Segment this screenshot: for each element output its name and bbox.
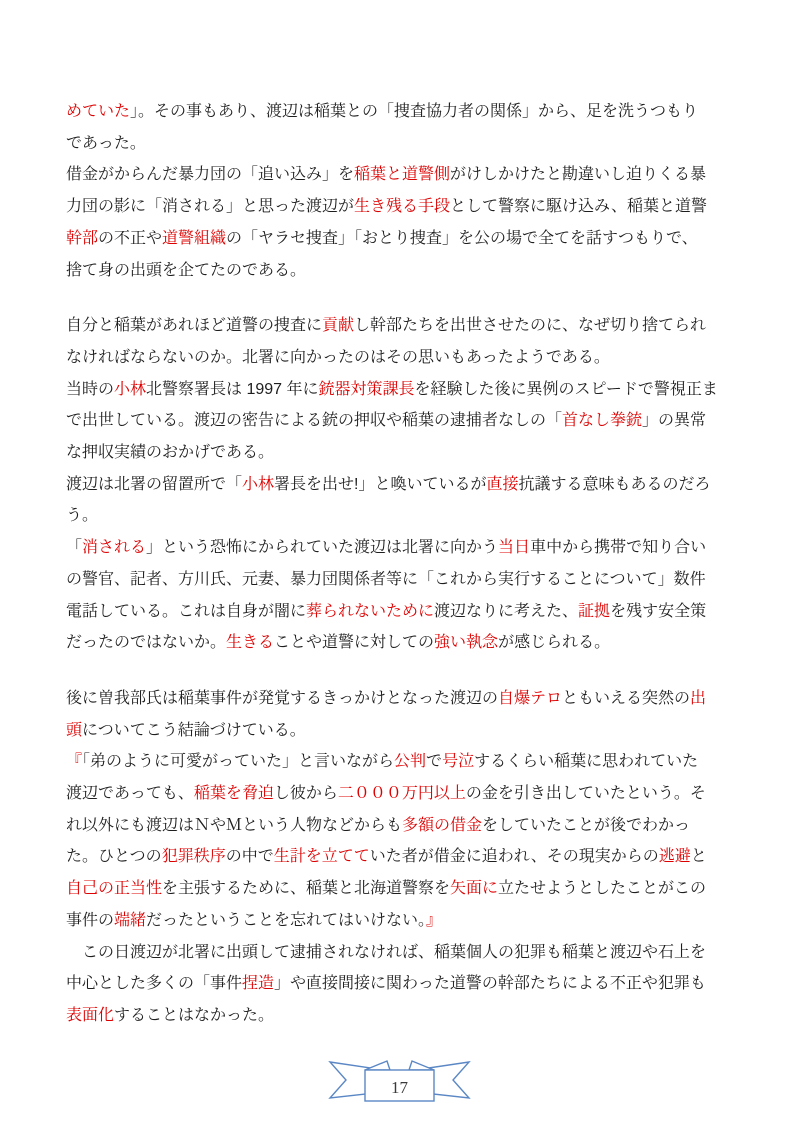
body-text-segment: 」や直接間接に関わった道警の幹部たちによる不正や犯罪も <box>274 975 706 993</box>
highlighted-text: 強い執念 <box>434 634 499 652</box>
body-text-segment: 後に曽我部氏は稲葉事件が発覚するきっかけとなった渡辺の <box>66 689 499 707</box>
body-text-segment: 北警察署長は 1997 年に <box>146 380 319 398</box>
highlighted-text: 稲葉と道警側 <box>354 166 451 184</box>
text-line <box>66 500 742 532</box>
body-text-segment: た。ひとつの <box>66 848 162 866</box>
text-line <box>66 905 742 937</box>
highlighted-text: 幹部 <box>66 229 99 247</box>
text-line <box>66 746 742 778</box>
highlighted-text: 』 <box>426 911 443 929</box>
text-line <box>66 191 742 223</box>
highlighted-text: 証拠 <box>578 602 611 620</box>
body-text-segment: についてこう結論づけている。 <box>82 721 306 739</box>
paragraph <box>66 469 742 532</box>
highlighted-text: 出 <box>690 689 707 707</box>
body-text-segment: し幹部たちを出世させたのに、なぜ切り捨てられ <box>354 317 707 335</box>
body-text-segment: 中心とした多くの「事件 <box>66 975 243 993</box>
text-line <box>66 405 742 437</box>
body-text-segment: この日渡辺が北署に出頭して逮捕されなければ、稲葉個人の犯罪も稲葉と渡辺や石上を <box>66 943 707 961</box>
body-text-segment: だったということを忘れてはいけない。 <box>146 911 427 929</box>
body-text-segment: だったのではないか。 <box>66 634 227 652</box>
paragraph <box>66 310 742 469</box>
text-line <box>66 128 742 160</box>
text-line <box>66 374 742 406</box>
highlighted-text: 葬られないために <box>306 602 435 620</box>
text-line <box>66 469 742 501</box>
highlighted-text: めていた <box>66 103 131 120</box>
body-text-segment: 立たせようとしたことがこの <box>498 880 707 898</box>
paragraph <box>66 532 742 659</box>
body-text-segment: がけしかけたと勘違いし迫りくる暴 <box>450 166 707 184</box>
text-line <box>66 1000 742 1032</box>
body-text-segment: 」の異常 <box>642 412 707 430</box>
highlighted-text: 多額の借金 <box>402 816 483 834</box>
text-line <box>66 715 742 747</box>
body-text-segment: 当時の <box>66 380 115 398</box>
paragraph <box>66 937 742 1032</box>
highlighted-text: 生き残る手段 <box>354 198 451 216</box>
ribbon-banner-icon <box>325 1052 475 1108</box>
highlighted-text: 頭 <box>66 721 83 739</box>
text-line <box>66 683 742 715</box>
highlighted-text: 『 <box>66 753 83 771</box>
text-line <box>66 255 742 287</box>
body-text-segment: をしていたことが後でわかっ <box>482 816 691 834</box>
text-line <box>66 96 742 128</box>
body-text-segment: 「 <box>66 539 83 557</box>
body-text-segment: な押収実績のおかげである。 <box>66 444 275 462</box>
text-line <box>66 596 742 628</box>
body-text-segment: 渡辺であっても、 <box>66 785 194 803</box>
body-text-segment: 渡辺なりに考えた、 <box>434 602 579 620</box>
highlighted-text: 矢面に <box>450 880 499 898</box>
body-text-segment: 捨て身の出頭を企てたのである。 <box>66 261 307 279</box>
text-line <box>66 310 742 342</box>
body-text-segment: ともいえる突然の <box>562 689 691 707</box>
ribbon-left-fold <box>365 1061 390 1070</box>
body-text-segment: で <box>426 753 443 771</box>
body-text-segment: ことや道警に対しての <box>274 634 435 652</box>
highlighted-text: 二０００万円以上 <box>337 785 466 803</box>
highlighted-text: 犯罪秩序 <box>161 848 226 866</box>
highlighted-text: 稲葉を脅迫 <box>193 785 274 803</box>
body-text <box>66 96 742 1032</box>
highlighted-text: 生きる <box>226 634 275 652</box>
ribbon-right-fold <box>409 1061 434 1070</box>
text-line <box>66 223 742 255</box>
body-text-segment: を残す安全策 <box>610 602 707 620</box>
body-text-segment: を主張するために、稲葉と北海道警察を <box>162 880 451 898</box>
body-text-segment: 自分と稲葉があれほど道警の捜査に <box>66 317 323 335</box>
body-text-segment: で出世している。渡辺の密告による銃の押収や稲葉の逮捕者なしの「 <box>66 412 563 430</box>
body-text-segment: 」という恐怖にかられていた渡辺は北署に向かう <box>146 539 499 557</box>
body-text-segment: 渡辺は北署の留置所で「 <box>66 475 243 493</box>
body-text-segment: と <box>690 848 707 866</box>
body-text-segment: 車中から携帯で知り合い <box>530 539 707 557</box>
highlighted-text: 自爆テロ <box>498 689 563 707</box>
body-text-segment: 抗議する意味もあるのだろ <box>518 475 711 493</box>
body-text-segment: 事件の <box>66 911 115 929</box>
text-line <box>66 437 742 469</box>
highlighted-text: 当日 <box>498 539 531 557</box>
highlighted-text: 表面化 <box>66 1006 115 1024</box>
body-text-segment: 署長を出せ!」と喚いているが <box>274 475 487 493</box>
body-text-segment: 力団の影に「消される」と思った渡辺が <box>66 198 355 216</box>
body-text-segment: なければならないのか。北署に向かったのはその思いもあったようである。 <box>66 348 610 366</box>
text-line <box>66 564 742 596</box>
highlighted-text: 銃器対策課長 <box>318 380 415 398</box>
body-text-segment: れ以外にも渡辺はＮやＭという人物などからも <box>66 816 403 834</box>
highlighted-text: 小林 <box>242 475 275 493</box>
highlighted-text: 逃避 <box>658 848 691 866</box>
body-text-segment: し彼から <box>273 785 338 803</box>
highlighted-text: 自己の正当性 <box>66 880 163 898</box>
body-text-segment: 電話している。これは自身が闇に <box>66 602 307 620</box>
text-line <box>66 532 742 564</box>
body-text-segment: の中で <box>225 848 274 866</box>
text-line <box>66 159 742 191</box>
text-line <box>66 937 742 969</box>
highlighted-text: 直接 <box>486 475 519 493</box>
page-number: 17 <box>391 1078 408 1097</box>
body-text-segment: う。 <box>66 507 99 525</box>
highlighted-text: 捏造 <box>242 975 275 993</box>
highlighted-text: 生計を立てて <box>273 848 370 866</box>
body-text-segment: の不正や <box>98 229 163 247</box>
body-text-segment: の警官、記者、方川氏、元妻、暴力団関係者等に「これから実行することについて」数件 <box>66 570 706 588</box>
text-line <box>66 627 742 659</box>
body-text-segment: の金を引き出していたという。そ <box>465 785 706 803</box>
body-text-segment: が感じられる。 <box>498 634 611 652</box>
highlighted-text: 公判 <box>394 753 427 771</box>
text-line <box>66 342 742 374</box>
highlighted-text: 貢献 <box>322 317 355 335</box>
text-line <box>66 778 742 810</box>
body-text-segment: 「弟のように可愛がっていた」と言いながら <box>82 753 395 771</box>
highlighted-text: 端緒 <box>114 911 147 929</box>
body-text-segment: の「ヤラセ捜査」「おとり捜査」を公の場で全てを話すつもりで、 <box>226 229 698 247</box>
text-line <box>66 968 742 1000</box>
text-line <box>66 810 742 842</box>
paragraph <box>66 683 742 746</box>
body-text-segment: として警察に駆け込み、稲葉と道警 <box>450 198 707 216</box>
body-text-segment: いた者が借金に追われ、その現実からの <box>369 848 659 866</box>
paragraph <box>66 96 742 286</box>
body-text-segment: 」。その事もあり、渡辺は稲葉との「捜査協力者の関係」から、足を洗うつもり <box>130 103 699 120</box>
text-line <box>66 841 742 873</box>
body-text-segment: するくらい稲葉に思われていた <box>474 753 699 771</box>
body-text-segment: することはなかった。 <box>114 1006 275 1024</box>
body-text-segment: 借金がからんだ暴力団の「追い込み」を <box>66 166 355 184</box>
body-text-segment: を経験した後に異例のスピードで警視正ま <box>414 380 718 398</box>
body-text-segment: であった。 <box>66 134 146 152</box>
highlighted-text: 道警組織 <box>162 229 227 247</box>
paragraph <box>66 746 742 936</box>
highlighted-text: 消される <box>82 539 147 557</box>
highlighted-text: 小林 <box>114 380 147 398</box>
page-number-ribbon <box>325 1052 475 1108</box>
highlighted-text: 号泣 <box>442 753 475 771</box>
text-line <box>66 873 742 905</box>
highlighted-text: 首なし拳銃 <box>562 412 643 430</box>
